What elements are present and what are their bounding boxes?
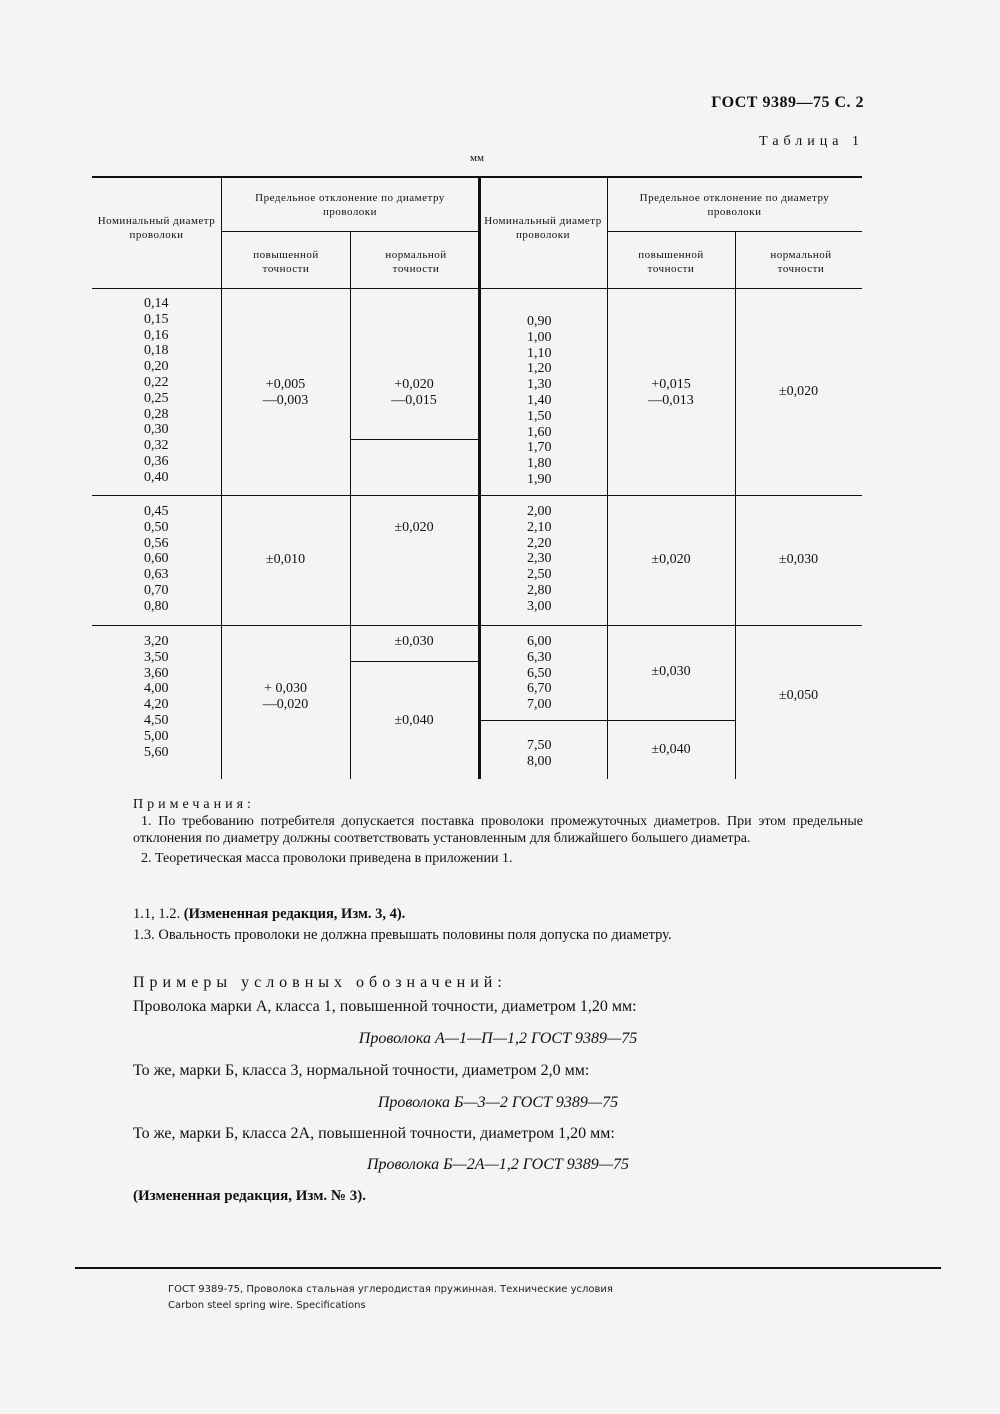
footer-divider xyxy=(75,1267,941,1269)
clause-1-3: 1.3. Овальность проволоки не должна превышать половины поля допуска по диаметру. xyxy=(133,927,672,943)
list-item: 0,25 xyxy=(144,390,169,406)
left-normal-3a: ±0,030 xyxy=(394,634,434,649)
list-item: 2,50 xyxy=(527,567,552,583)
right-diameters-group-2 xyxy=(527,504,552,615)
footer-line-2: Carbon steel spring wire. Specifications xyxy=(168,1300,366,1311)
list-item: 0,36 xyxy=(144,453,169,469)
list-item: 1,90 xyxy=(527,471,552,487)
list-item: 0,30 xyxy=(144,422,169,438)
examples-title: Примеры условных обозначений: xyxy=(133,974,507,991)
header-high-left: повышенной точности xyxy=(253,249,319,275)
list-item: 1,80 xyxy=(527,456,552,472)
list-item: 0,32 xyxy=(144,438,169,454)
right-diameters-group-3a xyxy=(527,634,552,713)
list-item: 1,60 xyxy=(527,424,552,440)
list-item: 0,28 xyxy=(144,406,169,422)
header-normal-right: нормальной точности xyxy=(770,249,832,275)
right-high-2: ±0,020 xyxy=(651,552,691,567)
example-2-text: То же, марки Б, класса 3, нормальной точности, диаметром 2,0 мм: xyxy=(133,1062,590,1079)
header-nominal-right: Номинальный диаметр проволоки xyxy=(484,215,602,241)
list-item: 4,20 xyxy=(144,697,169,713)
list-item: 2,10 xyxy=(527,519,552,535)
tolerance-table xyxy=(92,176,862,779)
list-item: 0,22 xyxy=(144,374,169,390)
list-item: 0,80 xyxy=(144,598,169,614)
list-item: 8,00 xyxy=(527,753,552,769)
example-1-text: Проволока марки А, класса 1, повышенной точности, диаметром 1,20 мм: xyxy=(133,998,637,1015)
right-high-3a: ±0,030 xyxy=(651,664,691,679)
list-item: 2,00 xyxy=(527,504,552,519)
right-high-3b: ±0,040 xyxy=(651,742,691,757)
left-diameters-group-2 xyxy=(144,504,169,615)
header-deviation-left: Предельное отклонение по диаметру проволоки xyxy=(255,192,445,218)
list-item: 2,20 xyxy=(527,535,552,551)
right-diameters-group-1 xyxy=(527,314,552,488)
note-1: 1. По требованию потребителя допускается поставка проволоки промежуточных диаметров. При этом предельные отклонения по диаметру должны соответствовать установленным для ближайшего большего диаметра. xyxy=(133,814,863,846)
page-header: ГОСТ 9389—75 С. 2 xyxy=(711,94,864,111)
list-item: 0,60 xyxy=(144,551,169,567)
left-high-3: + 0,030 —0,020 xyxy=(262,681,309,712)
list-item: 1,20 xyxy=(527,361,552,377)
right-normal-1: ±0,020 xyxy=(778,384,819,399)
left-normal-2: ±0,020 xyxy=(394,520,434,535)
example-1-code: Проволока А—1—П—1,2 ГОСТ 9389—75 xyxy=(358,1030,638,1047)
header-nominal-left: Номинальный диаметр проволоки xyxy=(97,215,216,241)
example-2-code: Проволока Б—3—2 ГОСТ 9389—75 xyxy=(377,1094,619,1111)
list-item: 0,56 xyxy=(144,535,169,551)
list-item: 1,40 xyxy=(527,392,552,408)
amendment-1-1: 1.1, 1.2. (Измененная редакция, Изм. 3, 4). xyxy=(133,906,406,922)
list-item: 6,00 xyxy=(527,634,552,649)
list-item: 1,50 xyxy=(527,408,552,424)
list-item: 7,00 xyxy=(527,697,552,713)
list-item: 0,63 xyxy=(144,567,169,583)
right-high-1: +0,015 —0,013 xyxy=(648,377,694,408)
right-normal-3: ±0,050 xyxy=(778,688,819,703)
list-item: 2,80 xyxy=(527,582,552,598)
list-item: 3,20 xyxy=(144,634,169,649)
left-high-2: ±0,010 xyxy=(265,552,306,567)
list-item: 0,16 xyxy=(144,327,169,343)
list-item: 4,50 xyxy=(144,712,169,728)
list-item: 0,45 xyxy=(144,504,169,519)
list-item: 0,20 xyxy=(144,359,169,375)
left-diameters-group-3 xyxy=(144,634,169,760)
left-high-1: +0,005 —0,003 xyxy=(262,377,309,408)
examples-amendment: (Измененная редакция, Изм. № 3). xyxy=(133,1188,367,1204)
list-item: 1,30 xyxy=(527,377,552,393)
list-item: 1,70 xyxy=(527,440,552,456)
list-item: 3,00 xyxy=(527,598,552,614)
list-item: 5,60 xyxy=(144,744,169,760)
header-high-right: повышенной точности xyxy=(638,249,704,275)
list-item: 0,18 xyxy=(144,343,169,359)
table-label: Таблица 1 xyxy=(759,134,864,149)
list-item: 0,50 xyxy=(144,519,169,535)
left-diameters-group-1 xyxy=(144,296,169,486)
list-item: 4,00 xyxy=(144,681,169,697)
list-item: 5,00 xyxy=(144,728,169,744)
example-3-code: Проволока Б—2А—1,2 ГОСТ 9389—75 xyxy=(366,1156,630,1173)
note-2: 2. Теоретическая масса проволоки приведена в приложении 1. xyxy=(141,851,513,866)
notes-title: Примечания: xyxy=(133,797,255,812)
right-diameters-group-3b xyxy=(527,738,552,770)
example-3-text: То же, марки Б, класса 2А, повышенной точности, диаметром 1,20 мм: xyxy=(133,1125,615,1142)
list-item: 6,50 xyxy=(527,665,552,681)
left-normal-3b: ±0,040 xyxy=(394,713,434,728)
list-item: 0,70 xyxy=(144,582,169,598)
list-item: 6,70 xyxy=(527,681,552,697)
list-item: 0,40 xyxy=(144,469,169,485)
header-normal-left: нормальной точности xyxy=(385,249,447,275)
list-item: 1,10 xyxy=(527,345,552,361)
footer-line-1: ГОСТ 9389-75, Проволока стальная углеродистая пружинная. Технические условия xyxy=(168,1284,613,1295)
left-normal-1: +0,020 —0,015 xyxy=(391,377,437,408)
unit-label: мм xyxy=(470,152,484,164)
list-item: 0,14 xyxy=(144,296,169,311)
list-item: 3,60 xyxy=(144,665,169,681)
notes xyxy=(133,796,863,867)
list-item: 0,15 xyxy=(144,311,169,327)
list-item: 3,50 xyxy=(144,649,169,665)
right-normal-2: ±0,030 xyxy=(778,552,819,567)
list-item: 2,30 xyxy=(527,551,552,567)
list-item: 0,90 xyxy=(527,314,552,329)
list-item: 6,30 xyxy=(527,649,552,665)
header-deviation-right: Предельное отклонение по диаметру проволоки xyxy=(639,192,830,218)
list-item: 1,00 xyxy=(527,329,552,345)
list-item: 7,50 xyxy=(527,738,552,753)
